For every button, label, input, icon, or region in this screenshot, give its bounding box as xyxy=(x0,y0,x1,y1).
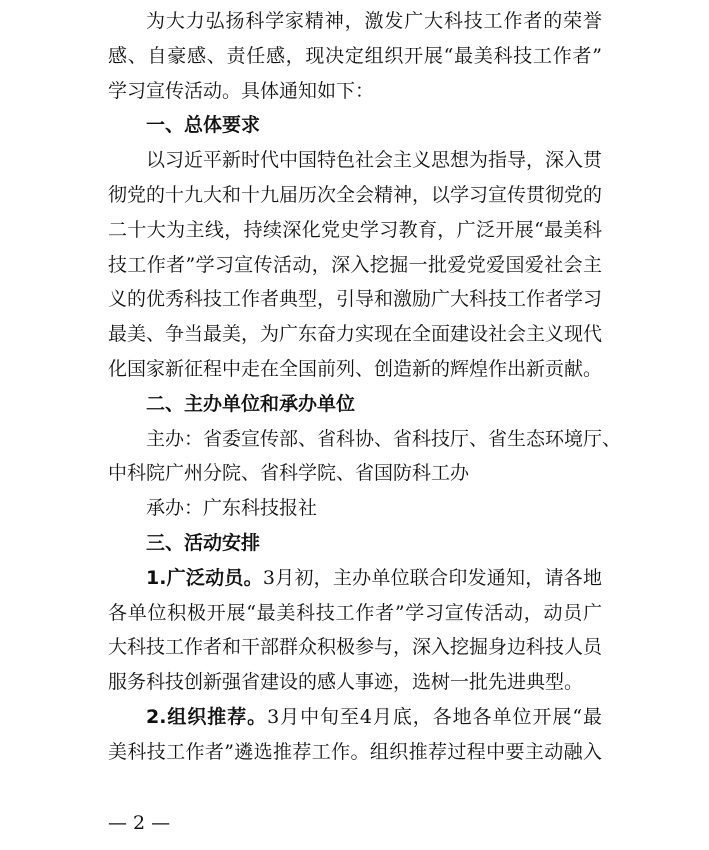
paragraph-line: 服务科技创新强省建设的感人事迹，选树一批先进典型。 xyxy=(108,671,584,694)
item-lead-title: 1.广泛动员。 xyxy=(146,566,263,589)
section-heading: 一、总体要求 xyxy=(146,114,261,137)
paragraph-line: 学习宣传活动。具体通知如下： xyxy=(108,79,375,102)
page-number: — 2 — xyxy=(108,812,171,834)
document-body xyxy=(108,4,622,770)
paragraph-line: 技工作者”学习宣传活动，深入挖掘一批爱党爱国爱社会主 xyxy=(108,253,602,276)
paragraph-line: 承办：广东科技报社 xyxy=(146,497,318,520)
paragraph-line: 大科技工作者和干部群众积极参与，深入挖掘身边科技人员 xyxy=(108,636,603,659)
paragraph-line: 主办：省委宣传部、省科协、省科技厅、省生态环境厅、 xyxy=(146,427,622,450)
paragraph-line: 美科技工作者”遴选推荐工作。组织推荐过程中要主动融入 xyxy=(108,740,602,763)
paragraph-line: 为大力弘扬科学家精神，激发广大科技工作者的荣誉 xyxy=(146,10,602,32)
paragraph-line: 各单位积极开展“最美科技工作者”学习宣传活动，动员广 xyxy=(108,601,602,624)
item-lead-title: 2.组织推荐。 xyxy=(146,705,268,728)
paragraph-line: 感、自豪感、责任感，现决定组织开展“最美科技工作者” xyxy=(108,44,602,67)
item-lead-text: 3月中旬至4月底，各地各单位开展“最 xyxy=(267,705,602,728)
paragraph-line: 彻党的十九大和十九届历次全会精神，以学习宣传贯彻党的 xyxy=(108,183,603,206)
paragraph-line: 以习近平新时代中国特色社会主义思想为指导，深入贯 xyxy=(146,149,603,172)
paragraph-line: 最美、争当最美，为广东奋力实现在全面建设社会主义现代 xyxy=(108,323,603,346)
paragraph-line: 义的优秀科技工作者典型，引导和激励广大科技工作者学习 xyxy=(108,288,603,311)
paragraph-line: 化国家新征程中走在全国前列、创造新的辉煌作出新贡献。 xyxy=(108,357,603,380)
paragraph-line xyxy=(108,561,602,596)
item-lead-text: 3月初，主办单位联合印发通知，请各地 xyxy=(262,566,602,589)
paragraph-line: 二十大为主线，持续深化党史学习教育，广泛开展“最美科 xyxy=(108,218,602,241)
section-heading: 二、主办单位和承办单位 xyxy=(146,392,356,415)
section-heading: 三、活动安排 xyxy=(146,531,261,554)
paragraph-line: 中科院广州分院、省科学院、省国防科工办 xyxy=(108,462,470,485)
paragraph-line xyxy=(108,700,602,735)
